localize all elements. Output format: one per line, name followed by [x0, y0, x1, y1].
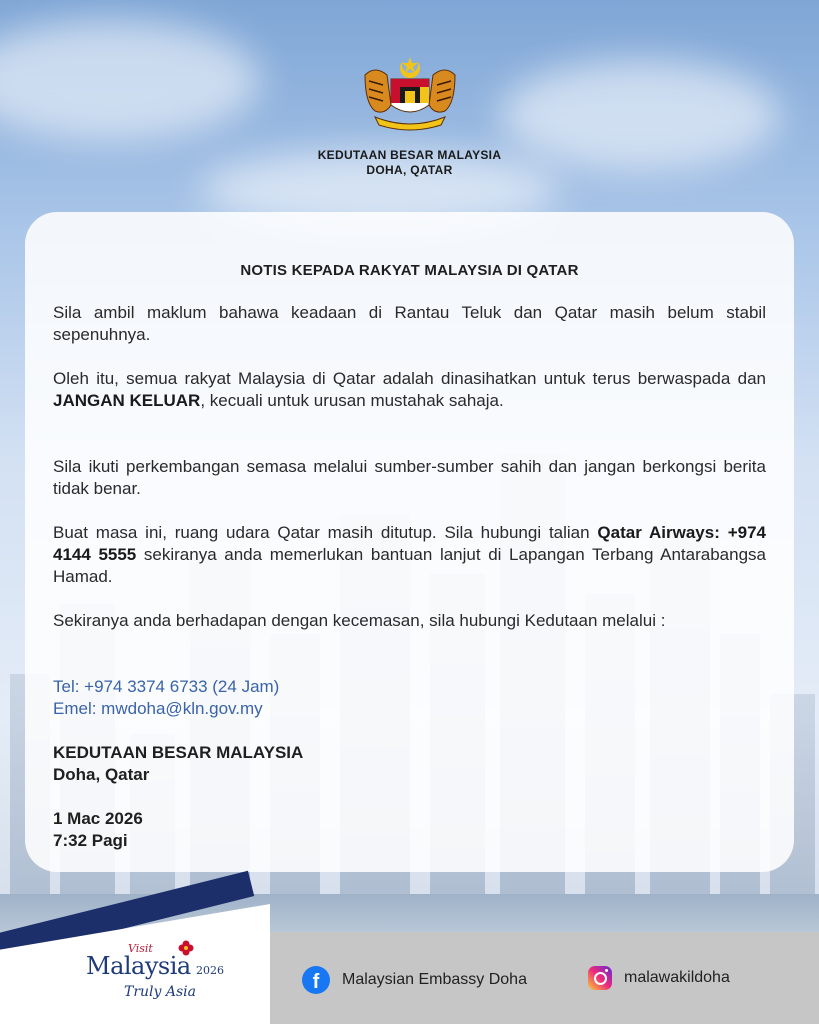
paragraph-2-text: Oleh itu, semua rakyat Malaysia di Qatar adalah dinasihatkan untuk terus berwaspada dan — [53, 369, 766, 388]
paragraph-4-text: Buat masa ini, ruang udara Qatar masih ditutup. Sila hubungi talian — [53, 523, 598, 542]
notice-card — [25, 212, 794, 872]
header — [0, 55, 819, 178]
embassy-name-line2: DOHA, QATAR — [366, 163, 453, 177]
embassy-telephone[interactable]: Tel: +974 3374 6733 (24 Jam) — [53, 677, 280, 696]
visit-logo-year: 2026 — [196, 964, 224, 977]
instagram-icon — [588, 966, 612, 990]
signature-location: Doha, Qatar — [53, 765, 150, 784]
embassy-email[interactable]: Emel: mwdoha@kln.gov.my — [53, 699, 263, 718]
malaysia-coat-of-arms-icon — [355, 55, 465, 135]
visit-logo-name: Malaysia — [86, 952, 191, 980]
embassy-name-line1: KEDUTAAN BESAR MALAYSIA — [317, 148, 502, 162]
paragraph-5: Sekiranya anda berhadapan dengan kecemasan, sila hubungi Kedutaan melalui : — [53, 611, 666, 630]
facebook-label: Malaysian Embassy Doha — [342, 971, 527, 988]
embassy-name — [0, 148, 819, 178]
paragraph-4-text-end: sekiranya anda memerlukan bantuan lanjut di Lapangan Terbang Antarabangsa Hamad. — [53, 545, 766, 586]
qatar-airways-hotline: Qatar Airways: +974 4144 5555 — [53, 523, 766, 564]
visit-logo-tagline: Truly Asia — [124, 984, 197, 1000]
paragraph-4 — [53, 522, 766, 588]
facebook-link[interactable] — [302, 966, 527, 994]
notice-date: 1 Mac 2026 — [53, 809, 143, 828]
instagram-label: malawakildoha — [624, 969, 730, 986]
paragraph-2 — [53, 368, 766, 412]
jangan-keluar-emphasis: JANGAN KELUAR — [53, 391, 201, 410]
signature-embassy: KEDUTAAN BESAR MALAYSIA — [53, 743, 304, 762]
instagram-link[interactable] — [588, 966, 730, 990]
facebook-icon: f — [302, 966, 330, 994]
visit-malaysia-logo — [82, 940, 232, 1010]
visit-logo-small: Visit — [128, 942, 153, 955]
notice-time: 7:32 Pagi — [53, 831, 128, 850]
notice-title: NOTIS KEPADA RAKYAT MALAYSIA DI QATAR — [240, 262, 579, 279]
paragraph-1: Sila ambil maklum bahawa keadaan di Rantau Teluk dan Qatar masih belum stabil sepenuhnya. — [53, 303, 766, 344]
paragraph-2-text-end: , kecuali untuk urusan mustahak sahaja. — [200, 391, 504, 410]
paragraph-3: Sila ikuti perkembangan semasa melalui sumber-sumber sahih dan jangan berkongsi berita tidak benar. — [53, 457, 766, 498]
